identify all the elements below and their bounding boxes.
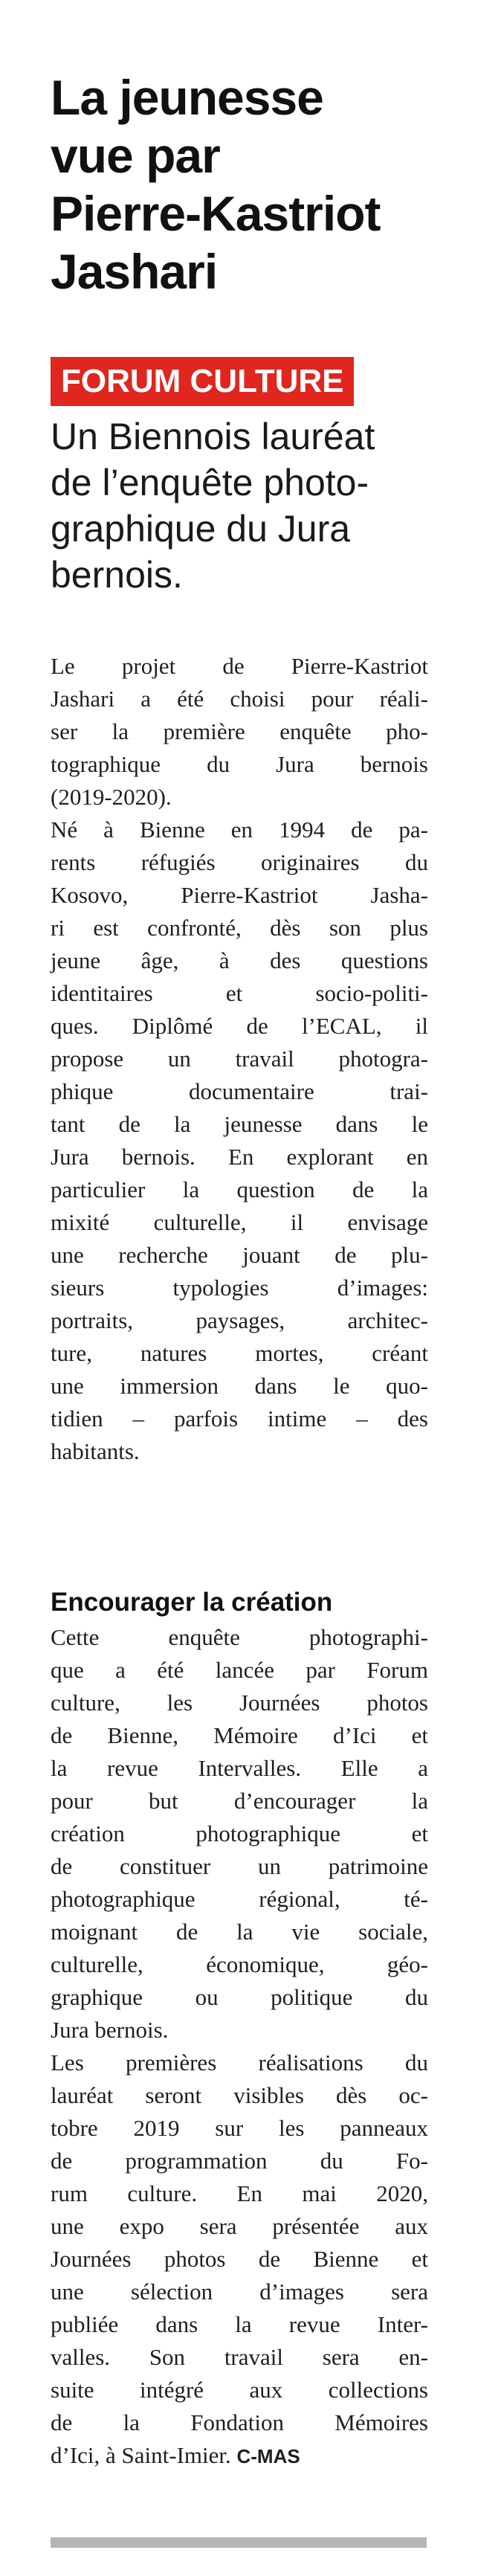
body-line-text: d’Ici, à Saint-Imier. [51,2442,231,2468]
body-line: mixité culturelle, il envisage [51,1209,428,1235]
body-line: Jura bernois. [51,2017,169,2043]
lead-line: graphique du Jura [51,508,351,550]
body-line: Les premières réalisations du [51,2049,428,2076]
body-line: la revue Intervalles. Elle a [51,1755,428,1781]
body-line: tographique du Jura bernois [51,751,428,777]
body-line: tobre 2019 sur les panneaux [51,2115,428,2141]
body-line: pour but d’encourager la [51,1788,428,1814]
body-line: culture, les Journées photos [51,1690,428,1716]
author-byline: C-MAS [236,2445,300,2467]
section-subhead: Encourager la création [51,1588,333,1617]
body-line: Jashari a été choisi pour réali- [51,686,428,712]
body-line: Le projet de Pierre-Kastriot [51,653,428,679]
body-line: publiée dans la revue Inter- [51,2311,428,2337]
body-line-final [51,2439,428,2473]
body-line: ri est confronté, dès son plus [51,915,428,941]
body-line: que a été lancée par Forum [51,1657,428,1683]
headline [51,68,467,300]
body-line: une expo sera présentée aux [51,2213,428,2239]
body-line: ques. Diplômé de l’ECAL, il [51,1013,428,1039]
body-line: photographique régional, té- [51,1886,428,1912]
body-line: Jura bernois. En explorant en [51,1144,428,1170]
headline-line: La jeunesse [51,70,323,125]
body-line: de la Fondation Mémoires [51,2409,428,2435]
body-line: rum culture. En mai 2020, [51,2180,428,2206]
headline-line: Pierre-Kastriot [51,186,381,241]
body-line: une sélection d’images sera [51,2279,428,2305]
lead-line: bernois. [51,554,183,596]
body-line: valles. Son travail sera en- [51,2344,428,2370]
body-line: Kosovo, Pierre-Kastriot Jasha- [51,882,428,908]
body-line: portraits, paysages, architec- [51,1307,428,1333]
lead-line: de l’enquête photo- [51,462,369,503]
body-line: ture, natures mortes, créant [51,1340,428,1366]
headline-line: vue par [51,128,220,183]
section-body [51,1621,428,2473]
body-line: de constituer un patrimoine [51,1853,428,1879]
lead-paragraph [51,413,467,598]
body-line: rents réfugiés originaires du [51,849,428,875]
body-line: tidien – parfois intime – des [51,1405,428,1432]
body-line: identitaires et socio-politi- [51,980,428,1006]
bottom-rule [51,2537,427,2548]
body-line: de programmation du Fo- [51,2148,428,2174]
body-line: Né à Bienne en 1994 de pa- [51,817,428,843]
intro-body [51,650,428,1468]
body-line: particulier la question de la [51,1176,428,1202]
body-line: suite intégré aux collections [51,2377,428,2403]
section-kicker: FORUM CULTURE [51,357,354,406]
body-line: phique documentaire trai- [51,1078,428,1104]
body-line: de Bienne, Mémoire d’Ici et [51,1722,428,1748]
body-line: propose un travail photogra- [51,1046,428,1072]
body-line: graphique ou politique du [51,1984,428,2010]
body-line: tant de la jeunesse dans le [51,1111,428,1137]
body-line: lauréat seront visibles dès oc- [51,2082,428,2108]
body-line: ser la première enquête pho- [51,718,428,744]
body-line: une recherche jouant de plu- [51,1242,428,1268]
body-line: Cette enquête photographi- [51,1624,428,1650]
body-line: habitants. [51,1438,140,1464]
body-line: création photographique et [51,1820,428,1846]
lead-line: Un Biennois lauréat [51,416,375,457]
body-line: culturelle, économique, géo- [51,1951,428,1977]
body-line: (2019-2020). [51,784,172,810]
body-line: jeune âge, à des questions [51,947,428,973]
body-line: moignant de la vie sociale, [51,1919,428,1945]
body-line: une immersion dans le quo- [51,1373,428,1399]
headline-line: Jashari [51,244,218,299]
body-line: sieurs typologies d’images: [51,1275,428,1301]
body-line: Journées photos de Bienne et [51,2246,428,2272]
